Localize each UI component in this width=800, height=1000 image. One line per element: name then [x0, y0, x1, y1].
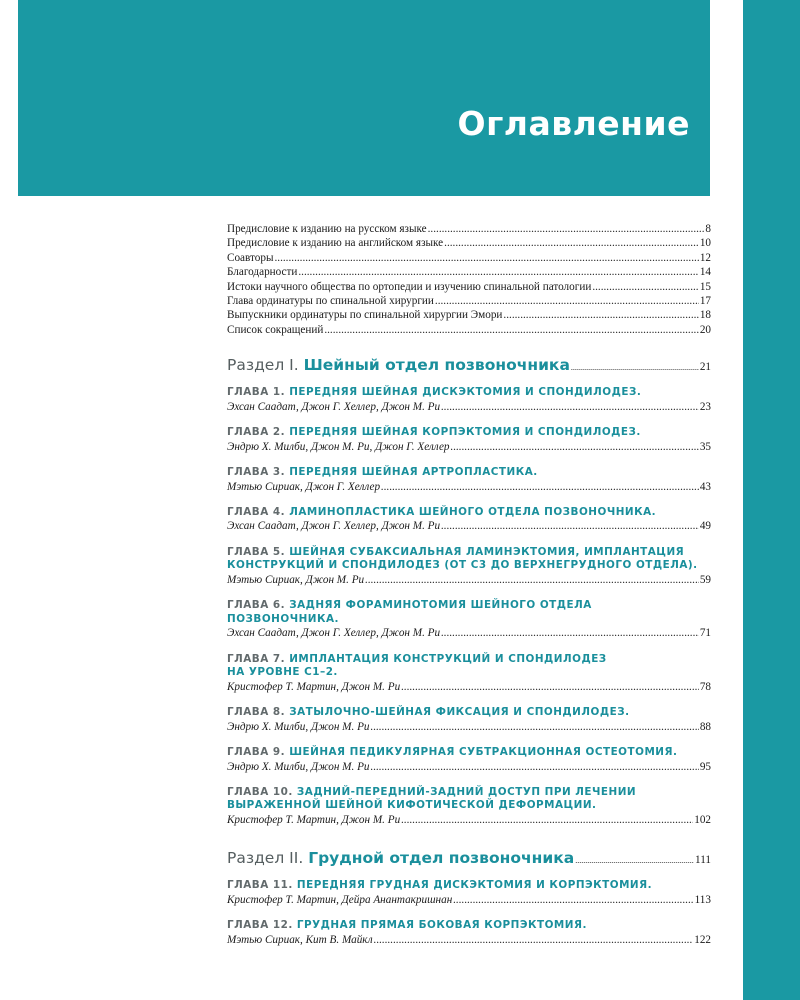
chapter-authors-row: [227, 400, 711, 414]
chapter-authors: Мэтью Сириак, Джон М. Ри: [227, 573, 365, 586]
toc-entry[interactable]: [227, 222, 711, 236]
section-heading[interactable]: [227, 849, 711, 867]
entry-title: Истоки научного общества по ортопедии и изучению спинальной патологии: [227, 280, 592, 293]
chapter-entry[interactable]: [227, 786, 711, 827]
chapter-entry[interactable]: [227, 919, 711, 947]
chapter-authors: Мэтью Сириак, Кит В. Майкл: [227, 933, 373, 946]
chapter-entry[interactable]: [227, 653, 711, 694]
chapter-entry[interactable]: [227, 706, 711, 734]
leader-dots: [441, 519, 699, 533]
leader-dots: [371, 720, 699, 734]
entry-page: 20: [699, 323, 711, 336]
chapter-authors: Эндрю Х. Милби, Джон М. Ри, Джон Г. Хеллер: [227, 440, 450, 453]
section-label: Раздел II.: [227, 849, 304, 868]
chapter-title: [227, 599, 711, 613]
leader-dots: [453, 893, 693, 907]
chapter-title-continued: ВЫРАЖЕННОЙ ШЕЙНОЙ КИФОТИЧЕСКОЙ ДЕФОРМАЦИИ.: [227, 799, 597, 812]
chapter-number: ГЛАВА 5.: [227, 545, 286, 558]
chapter-authors-row: [227, 813, 711, 827]
leader-dots: [374, 933, 694, 947]
chapter-entry[interactable]: [227, 546, 711, 587]
table-of-contents: [227, 222, 711, 947]
chapter-title: [227, 706, 711, 720]
toc-entry[interactable]: [227, 236, 711, 250]
teal-sidebar-band: [743, 0, 800, 1000]
toc-entry[interactable]: [227, 308, 711, 322]
chapter-name: ШЕЙНАЯ СУБАКСИАЛЬНАЯ ЛАМИНЭКТОМИЯ, ИМПЛАНТАЦИЯ: [289, 545, 685, 558]
entry-title: Предисловие к изданию на русском языке: [227, 223, 427, 235]
leader-dots: [381, 480, 699, 494]
chapter-authors: Мэтью Сириак, Джон Г. Хеллер: [227, 480, 381, 493]
entry-page: 8: [705, 223, 711, 235]
leader-dots: [503, 308, 698, 322]
chapter-authors-row: [227, 440, 711, 454]
chapter-authors-row: [227, 680, 711, 694]
section-name: Шейный отдел позвоночника: [303, 356, 570, 375]
chapter-entry[interactable]: [227, 466, 711, 494]
chapter-name: ГРУДНАЯ ПРЯМАЯ БОКОВАЯ КОРПЭКТОМИЯ.: [296, 919, 587, 932]
chapter-title: [227, 919, 711, 933]
chapter-page: 88: [699, 720, 711, 733]
entry-title: Благодарности: [227, 266, 298, 279]
chapter-name: ПЕРЕДНЯЯ ГРУДНАЯ ДИСКЭКТОМИЯ И КОРПЭКТОМИЯ.: [296, 879, 653, 892]
chapter-title-continued: НА УРОВНЕ С1–2.: [227, 666, 338, 679]
chapter-title: [227, 786, 711, 800]
leader-dots: [428, 222, 705, 236]
entry-page: 10: [699, 237, 711, 250]
section-page: 21: [699, 361, 711, 374]
toc-entry[interactable]: [227, 251, 711, 265]
leader-dots: [451, 440, 699, 454]
section-label: Раздел I.: [227, 356, 299, 375]
chapter-number: ГЛАВА 2.: [227, 426, 286, 439]
leader-dots: [371, 760, 699, 774]
chapter-number: ГЛАВА 4.: [227, 505, 286, 518]
chapter-authors-row: [227, 720, 711, 734]
chapter-name: ЗАТЫЛОЧНО-ШЕЙНАЯ ФИКСАЦИЯ И СПОНДИЛОДЕЗ.: [289, 706, 630, 719]
chapter-entry[interactable]: [227, 386, 711, 414]
chapter-authors-row: [227, 519, 711, 533]
chapter-authors: Эхсан Саадат, Джон Г. Хеллер, Джон М. Ри: [227, 627, 441, 640]
leader-dots: [365, 573, 699, 587]
chapter-authors-row: [227, 480, 711, 494]
chapter-entry[interactable]: [227, 506, 711, 534]
chapter-number: ГЛАВА 10.: [227, 785, 293, 798]
chapter-authors-row: [227, 893, 711, 907]
chapter-number: ГЛАВА 8.: [227, 706, 286, 719]
chapter-authors: Эхсан Саадат, Джон Г. Хеллер, Джон М. Ри: [227, 400, 441, 413]
chapter-title: [227, 546, 711, 560]
leader-dots: [444, 236, 699, 250]
chapter-title: [227, 426, 711, 440]
chapter-page: 43: [699, 480, 711, 493]
chapter-page: 35: [699, 440, 711, 453]
chapter-title-continued: ПОЗВОНОЧНИКА.: [227, 612, 339, 625]
chapter-authors: Кристофер Т. Мартин, Джон М. Ри: [227, 680, 401, 693]
leader-dots: [324, 323, 698, 337]
chapter-authors: Эндрю Х. Милби, Джон М. Ри: [227, 720, 370, 733]
leader-dots: [441, 400, 699, 414]
entry-title: Соавторы: [227, 251, 274, 264]
leader-dots: [274, 251, 698, 265]
chapter-title: [227, 506, 711, 520]
entry-title: Глава ординатуры по спинальной хирургии: [227, 295, 434, 308]
entry-page: 12: [699, 251, 711, 264]
chapter-page: 71: [699, 627, 711, 640]
header-banner: [18, 0, 710, 196]
entry-title: Выпускники ординатуры по спинальной хирургии Эмори: [227, 309, 503, 322]
section-title: [227, 356, 570, 374]
chapter-number: ГЛАВА 9.: [227, 746, 286, 758]
chapter-page: 49: [699, 520, 711, 533]
page-title: Оглавление: [457, 104, 690, 143]
entry-page: 15: [699, 280, 711, 293]
chapter-page: 113: [694, 893, 711, 906]
chapter-page: 23: [699, 400, 711, 413]
leader-dots: [571, 363, 699, 372]
chapter-page: 122: [694, 933, 711, 946]
chapter-authors: Кристофер Т. Мартин, Джон М. Ри: [227, 813, 401, 826]
chapter-name: ЗАДНЯЯ ФОРАМИНОТОМИЯ ШЕЙНОГО ОТДЕЛА: [289, 599, 592, 612]
entry-page: 17: [699, 295, 711, 308]
chapter-name: ШЕЙНАЯ ПЕДИКУЛЯРНАЯ СУБТРАКЦИОННАЯ ОСТЕОТОМИЯ.: [289, 746, 678, 758]
leader-dots: [435, 294, 699, 308]
chapter-title: [227, 746, 711, 760]
section-title: [227, 849, 574, 867]
front-matter-list: [227, 222, 711, 337]
chapter-name: ЛАМИНОПЛАСТИКА ШЕЙНОГО ОТДЕЛА ПОЗВОНОЧНИКА.: [289, 505, 657, 518]
chapter-title: [227, 386, 711, 400]
entry-title: Предисловие к изданию на английском языке: [227, 237, 444, 250]
chapter-number: ГЛАВА 6.: [227, 599, 286, 612]
chapter-title: [227, 879, 711, 893]
chapter-authors-row: [227, 933, 711, 947]
leader-dots: [401, 680, 699, 694]
chapter-authors: Эндрю Х. Милби, Джон М. Ри: [227, 760, 370, 773]
leader-dots: [401, 813, 693, 827]
chapter-entry[interactable]: [227, 746, 711, 774]
chapter-title: [227, 653, 711, 667]
entry-page: 18: [699, 309, 711, 322]
toc-entry[interactable]: [227, 280, 711, 294]
chapter-authors-row: [227, 760, 711, 774]
chapter-entry[interactable]: [227, 426, 711, 454]
chapter-title: [227, 466, 711, 480]
leader-dots: [592, 280, 699, 294]
chapter-name: ПЕРЕДНЯЯ ШЕЙНАЯ КОРПЭКТОМИЯ И СПОНДИЛОДЕЗ.: [289, 426, 641, 439]
section-heading[interactable]: [227, 356, 711, 374]
chapter-page: 78: [699, 680, 711, 693]
toc-entry[interactable]: [227, 294, 711, 308]
leader-dots: [441, 626, 699, 640]
chapter-name: ПЕРЕДНЯЯ ШЕЙНАЯ АРТРОПЛАСТИКА.: [289, 466, 538, 479]
chapter-number: ГЛАВА 1.: [227, 386, 286, 399]
leader-dots: [575, 856, 694, 865]
chapter-name: ИМПЛАНТАЦИЯ КОНСТРУКЦИЙ И СПОНДИЛОДЕЗ: [289, 652, 607, 665]
chapter-page: 95: [699, 760, 711, 773]
toc-entry[interactable]: [227, 323, 711, 337]
chapter-authors: Кристофер Т. Мартин, Дейра Анантакришнан: [227, 893, 453, 906]
chapter-page: 102: [694, 813, 711, 826]
chapter-page: 59: [699, 573, 711, 586]
toc-entry[interactable]: [227, 265, 711, 279]
chapter-authors-row: [227, 573, 711, 587]
chapter-title-continued: КОНСТРУКЦИЙ И СПОНДИЛОДЕЗ (ОТ С3 ДО ВЕРХНЕГРУДНОГО ОТДЕЛА).: [227, 559, 698, 572]
leader-dots: [298, 265, 698, 279]
entry-title: Список сокращений: [227, 323, 324, 336]
chapter-number: ГЛАВА 12.: [227, 919, 293, 932]
chapter-entry[interactable]: [227, 599, 711, 640]
chapter-authors-row: [227, 626, 711, 640]
entry-page: 14: [699, 266, 711, 279]
chapter-entry[interactable]: [227, 879, 711, 907]
section-page: 111: [695, 854, 711, 867]
section-name: Грудной отдел позвоночника: [308, 849, 575, 868]
chapter-number: ГЛАВА 11.: [227, 879, 293, 892]
chapter-number: ГЛАВА 7.: [227, 652, 286, 665]
chapter-name: ЗАДНИЙ-ПЕРЕДНИЙ-ЗАДНИЙ ДОСТУП ПРИ ЛЕЧЕНИИ: [296, 785, 637, 798]
chapter-name: ПЕРЕДНЯЯ ШЕЙНАЯ ДИСКЭКТОМИЯ И СПОНДИЛОДЕЗ.: [289, 386, 642, 399]
chapter-authors: Эхсан Саадат, Джон Г. Хеллер, Джон М. Ри: [227, 520, 441, 533]
chapter-number: ГЛАВА 3.: [227, 466, 286, 479]
